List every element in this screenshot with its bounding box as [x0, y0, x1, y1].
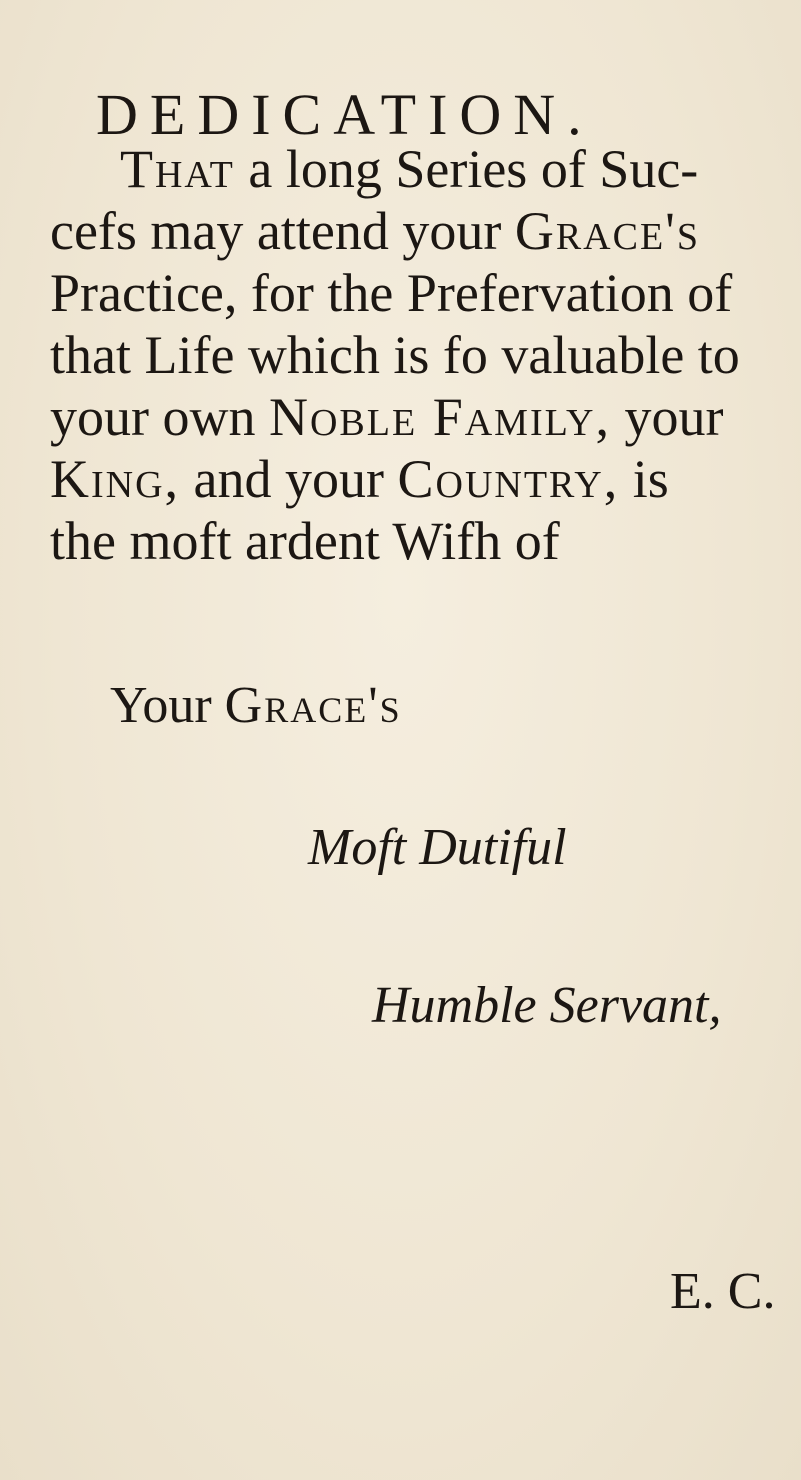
dedication-paragraph — [50, 138, 770, 572]
paragraph-line-3: Practice, for the Prefervation of — [50, 263, 733, 323]
paragraph-text: a long Series of Suc- — [234, 139, 699, 199]
paragraph-line-1 — [50, 138, 770, 200]
closing-humble-servant: Humble Servant, — [372, 977, 722, 1034]
paragraph-line-6 — [50, 448, 770, 510]
subscription-line — [110, 677, 402, 734]
paragraph-text: is — [619, 449, 669, 509]
small-caps-text: Grace's — [514, 201, 701, 261]
opening-word: That — [120, 139, 235, 199]
small-caps-text: Noble Family, — [268, 387, 611, 447]
closing-most-dutiful: Moft Dutiful — [308, 819, 567, 876]
paragraph-text: cefs may attend your — [50, 201, 515, 261]
paragraph-text: your — [610, 387, 724, 447]
subscription-text: Your — [110, 677, 225, 734]
paragraph-text: your own — [50, 387, 269, 447]
running-head: DEDICATION. — [96, 82, 594, 147]
small-caps-text: King, — [50, 449, 181, 509]
signature-initials: E. C. — [670, 1263, 776, 1320]
paragraph-line-5 — [50, 386, 770, 448]
small-caps-text: Country, — [397, 449, 620, 509]
small-caps-text: Grace's — [224, 677, 402, 734]
paragraph-text: and your — [180, 449, 398, 509]
paragraph-line-7: the moft ardent Wifh of — [50, 511, 560, 571]
paragraph-line-2 — [50, 200, 770, 262]
paragraph-line-4: that Life which is fo valuable to — [50, 325, 740, 385]
